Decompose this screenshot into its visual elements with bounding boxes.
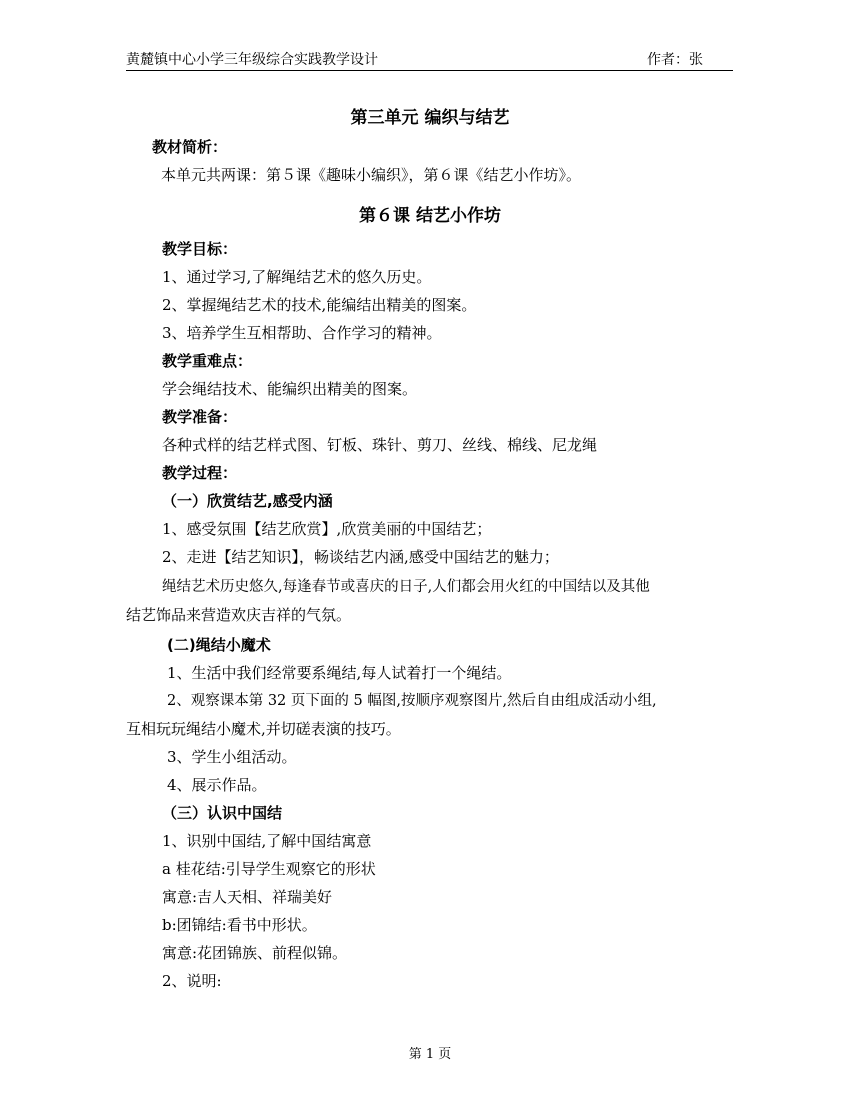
key-heading: 教学重难点： xyxy=(162,352,253,370)
goal-item: 2、掌握绳结艺术的技术,能编结出精美的图案。 xyxy=(162,296,477,314)
key-text: 学会绳结技术、能编织出精美的图案。 xyxy=(162,380,418,398)
section2-item: 4、展示作品。 xyxy=(167,776,267,794)
prep-text: 各种式样的结艺样式图、钉板、珠针、剪刀、丝线、棉线、尼龙绳 xyxy=(162,436,598,454)
section1-item: 2、走进【结艺知识】，畅谈结艺内涵,感受中国结艺的魅力； xyxy=(162,548,559,566)
section2-item-continuation: 互相玩玩绳结小魔术,并切磋表演的技巧。 xyxy=(126,720,401,738)
section2-item: 1、生活中我们经常要系绳结,每人试着打一个绳结。 xyxy=(167,664,512,682)
section3-item: 2、说明: xyxy=(162,972,222,990)
lesson-title: 第６课 结艺小作坊 xyxy=(359,206,501,226)
process-heading: 教学过程： xyxy=(162,464,238,482)
section1-item: 1、感受氛围【结艺欣赏】,欣赏美丽的中国结艺； xyxy=(162,520,492,538)
section2-item: 3、学生小组活动。 xyxy=(167,748,297,766)
unit-title: 第三单元 编织与结艺 xyxy=(350,108,510,128)
page-header xyxy=(126,50,733,71)
page-number: 第 1 页 xyxy=(408,1047,452,1062)
prep-heading: 教学准备： xyxy=(162,408,238,426)
intro-heading: 教材简析： xyxy=(152,138,228,156)
section3-heading: （三）认识中国结 xyxy=(162,804,283,822)
section3-item: 1、识别中国结,了解中国结寓意 xyxy=(162,832,372,850)
section3-item: a 桂花结:引导学生观察它的形状 xyxy=(162,860,376,878)
section2-heading: (二)绳结小魔术 xyxy=(167,636,271,654)
header-school-title: 黄麓镇中心小学三年级综合实践教学设计 xyxy=(126,52,378,68)
section1-paragraph-line: 结艺饰品来营造欢庆吉祥的气氛。 xyxy=(126,606,352,624)
section1-paragraph-line: 绳结艺术历史悠久,每逢春节或喜庆的日子,人们都会用火红的中国结以及其他 xyxy=(162,579,650,595)
section1-heading: （一）欣赏结艺,感受内涵 xyxy=(162,492,333,510)
header-author: 作者：张 xyxy=(647,52,703,68)
intro-text: 本单元共两课：第５课《趣味小编织》，第６课《结艺小作坊》。 xyxy=(161,166,582,184)
goals-heading: 教学目标： xyxy=(162,240,238,258)
goal-item: 3、培养学生互相帮助、合作学习的精神。 xyxy=(162,324,442,342)
section3-item: 寓意:花团锦族、前程似锦。 xyxy=(162,944,348,962)
section2-item: 2、观察课本第 32 页下面的 5 幅图,按顺序观察图片,然后自由组成活动小组, xyxy=(167,693,657,709)
section3-item: b:团锦结:看书中形状。 xyxy=(162,916,317,934)
section3-item: 寓意:吉人天相、祥瑞美好 xyxy=(162,888,333,906)
goal-item: 1、通过学习,了解绳结艺术的悠久历史。 xyxy=(162,268,432,286)
